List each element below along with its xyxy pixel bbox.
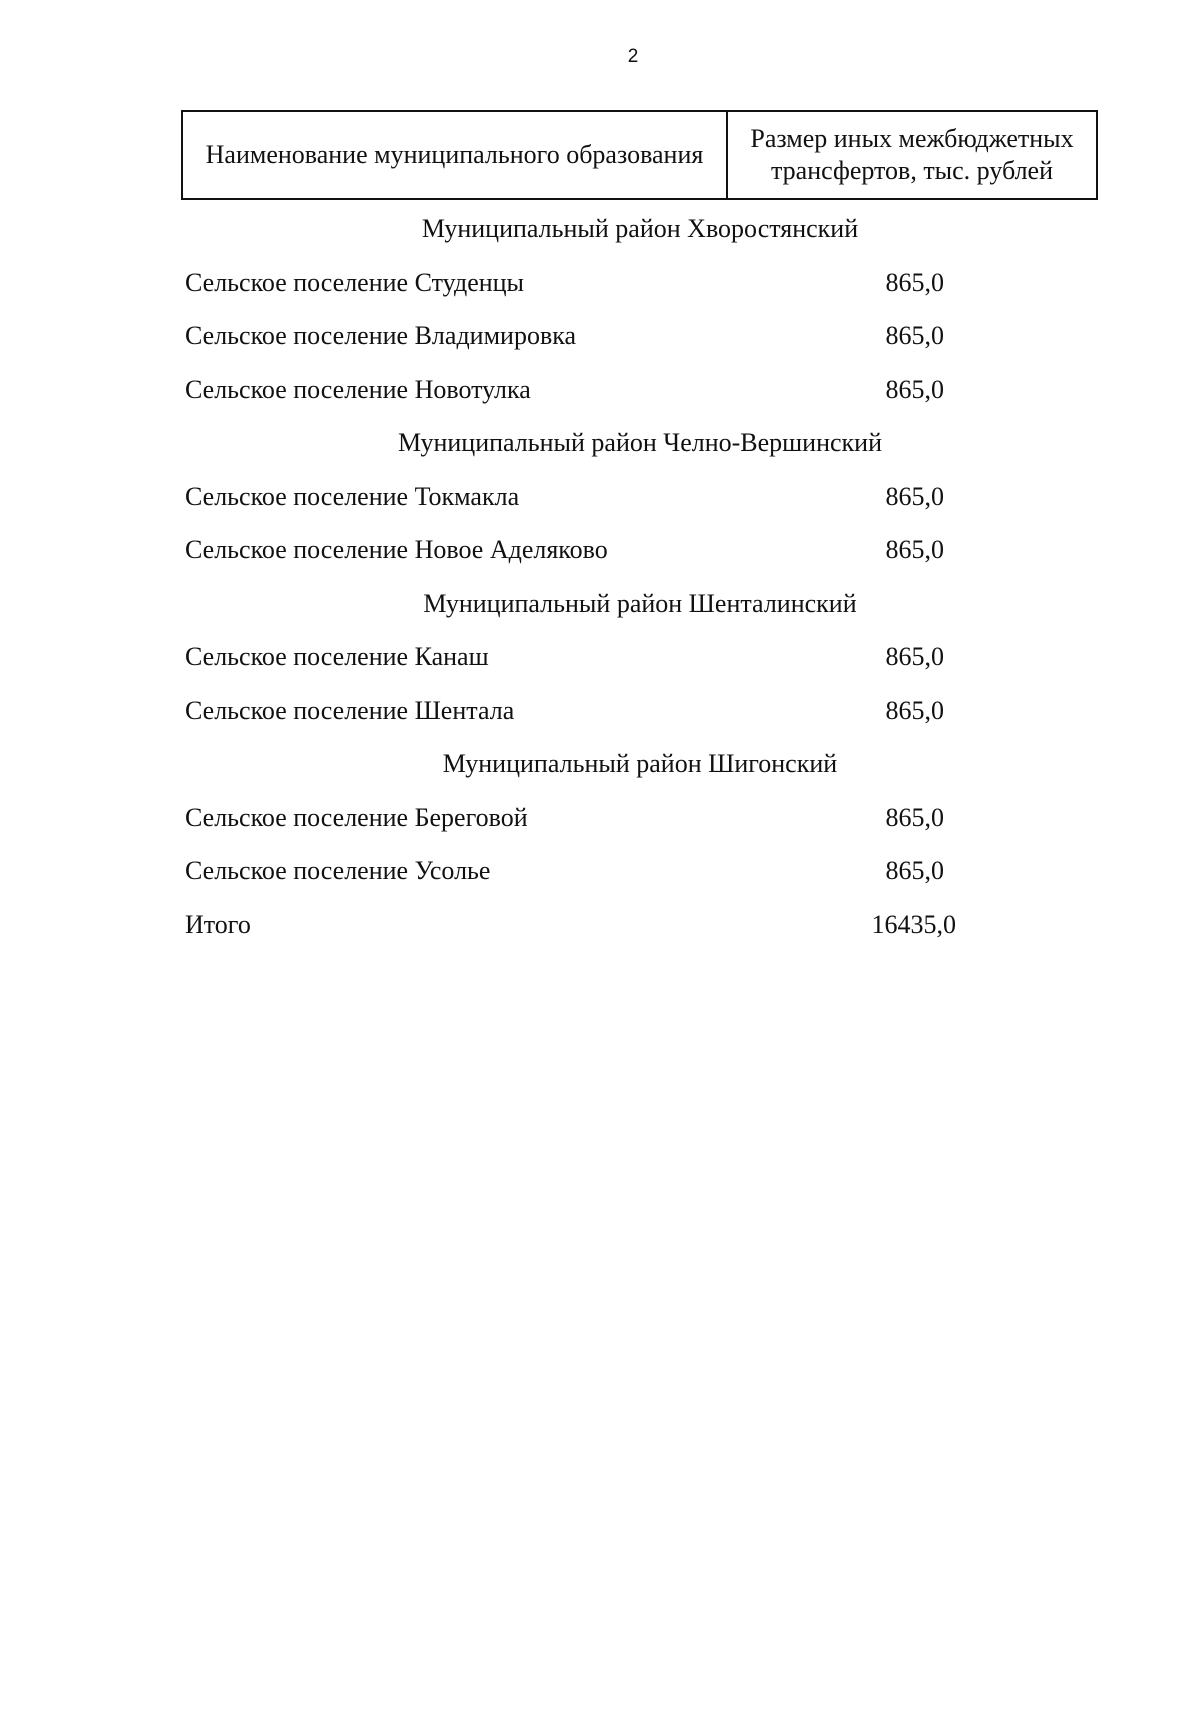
table-row	[0, 844, 1200, 898]
table-row	[0, 684, 1200, 738]
table-row	[0, 309, 1200, 363]
total-label: Итого	[185, 909, 251, 939]
settlement-name: Сельское поселение Студенцы	[185, 267, 525, 297]
transfer-amount: 865,0	[885, 374, 944, 404]
total-amount: 16435,0	[871, 909, 956, 939]
table-header	[181, 110, 1098, 200]
transfer-amount: 865,0	[885, 695, 944, 725]
table-row	[0, 256, 1200, 310]
settlement-name: Сельское поселение Береговой	[185, 802, 528, 832]
table-body	[0, 202, 1200, 951]
header-transfer-amount: Размер иных межбюджетных трансфертов, тыс. рублей	[750, 124, 1074, 185]
transfer-amount: 865,0	[885, 535, 944, 564]
settlement-name: Сельское поселение Владимировка	[185, 321, 577, 350]
table-row	[0, 363, 1200, 417]
transfer-amount: 865,0	[885, 802, 944, 832]
table-row	[0, 630, 1200, 684]
table-row	[0, 791, 1200, 845]
district-heading: Муниципальный район Шенталинский	[423, 588, 857, 618]
transfer-amount: 865,0	[885, 642, 944, 671]
total-row	[0, 898, 1200, 952]
district-heading: Муниципальный район Шигонский	[442, 749, 838, 778]
header-municipality-name: Наименование муниципального образования	[183, 112, 728, 198]
settlement-name: Сельское поселение Новотулка	[185, 374, 531, 404]
transfer-amount: 865,0	[885, 856, 944, 885]
page-number: 2	[627, 46, 639, 67]
district-heading: Муниципальный район Челно-Вершинский	[397, 428, 883, 457]
settlement-name: Сельское поселение Новое Аделяково	[185, 535, 608, 564]
table-row	[0, 523, 1200, 577]
district-heading: Муниципальный район Хворостянский	[421, 214, 859, 243]
settlement-name: Сельское поселение Канаш	[185, 642, 489, 671]
transfer-amount: 865,0	[885, 321, 944, 350]
transfer-amount: 865,0	[885, 481, 944, 511]
settlement-name: Сельское поселение Токмакла	[185, 481, 520, 511]
table-row	[0, 470, 1200, 524]
settlement-name: Сельское поселение Шентала	[185, 695, 515, 725]
settlement-name: Сельское поселение Усолье	[185, 856, 491, 885]
transfer-amount: 865,0	[885, 267, 944, 297]
